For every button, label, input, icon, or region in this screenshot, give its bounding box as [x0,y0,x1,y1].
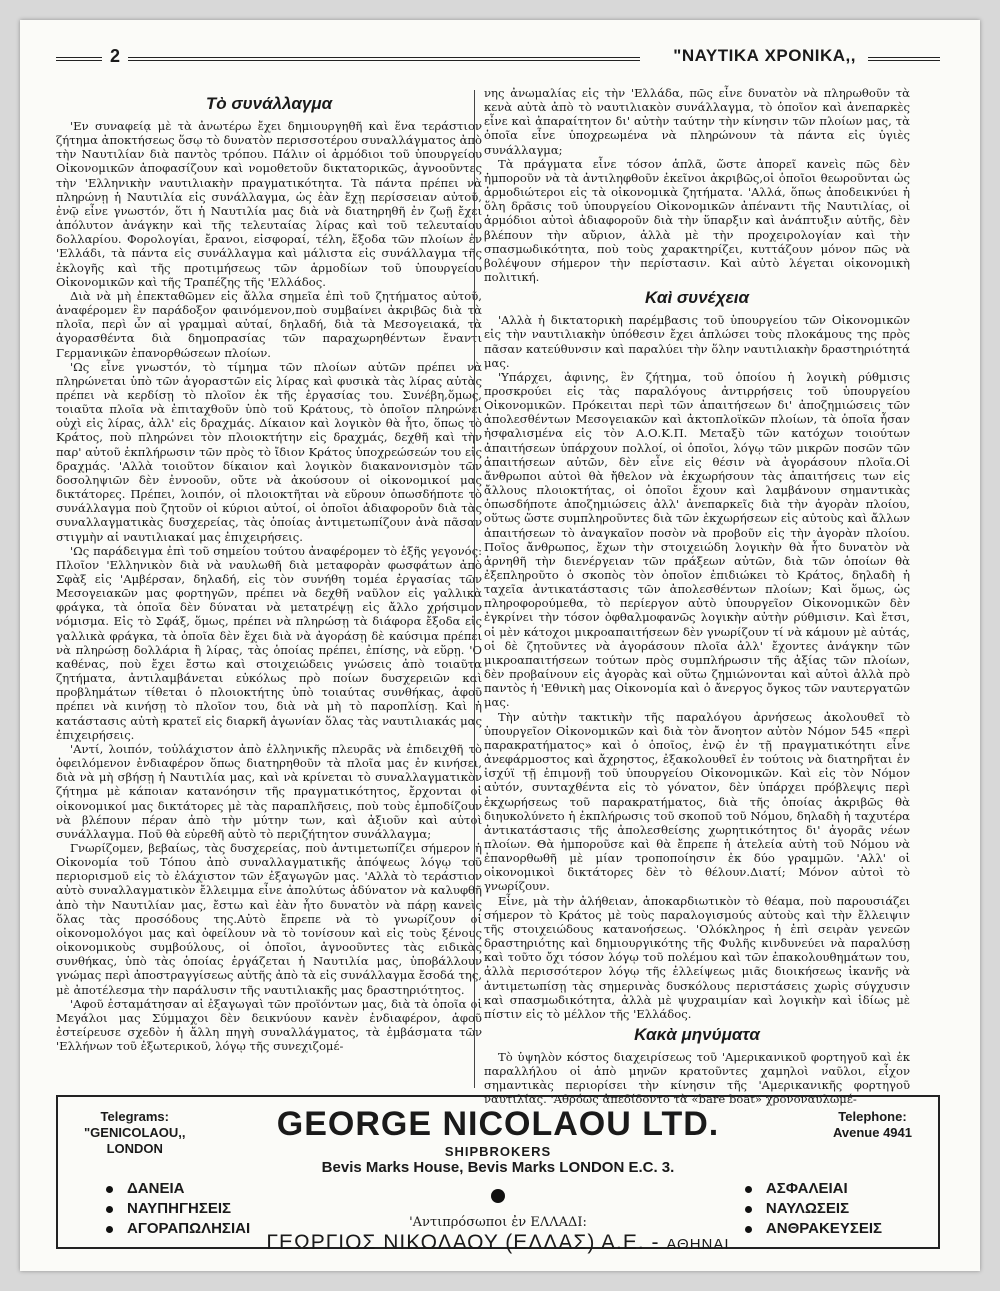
page-number: 2 [110,46,121,66]
paragraph: 'Ως εἶνε γνωστόν, τὸ τίμημα τῶν πλοίων αὐτῶν πρέπει νὰ πληρώνεται ὑπὸ τῶν ἀγοραστῶν εἰς λίρας καὶ φυσικὰ τὰς λίρας αὐτὰς πρέπει νὰ κερδίσῃ τὸ πλοῖον ἐκ τῆς ἐργασίας του. Συνέβη,ὅμως, τοιαῦτα πλοῖα νὰ ἐπιταχθοῦν ὑπὸ τοῦ Κράτους, τὸ ὁποῖον πληρώνει οὐχὶ εἰς λίρας, ἀλλ' εἰς δραχμάς. Δίκαιον καὶ λογικὸν θὰ ἦτο, ὅπως τὸ Κράτος, ποὺ πληρώνει τὸν πλοιοκτήτην εἰς δραχμάς, δεχθῆ καὶ τὴν παρ' αὐτοῦ ἐκπλήρωσιν τῶν πρὸς τὸ ἴδιον Κράτος ὑποχρεώσεών του εἰς δραχμάς. 'Αλλὰ τοιοῦτον δίκαιον καὶ λογικὸν διακανονισμὸν τῶν δοσοληψιῶν δὲν ἐννοοῦν, οὔτε νὰ ἀκούσουν οἱ οἰκονομικοί μας δικτάτορες. Πρέπει, λοιπόν, οἱ πλοιοκτῆται νὰ εὕρουν ὁπωσδήποτε τὸ συνάλλαγμα ποὺ ζητοῦν οἱ κύριοι αὐτοί, οἱ ὁποῖοι ἀδιαφοροῦν διὰ τὰς συναλλαγματικὰς δυσχερείας, τὰς ὁποίας ἀντιμετωπίζουν ἀνὰ πᾶσαν στιγμὴν αἱ ναυτιλιακαί μας ἐπιχειρήσεις. [56,359,482,544]
paragraph: 'Αφοῦ ἐσταμάτησαν αἱ ἐξαγωγαὶ τῶν προϊόντων μας, διὰ τὰ ὁποῖα οἱ Μεγάλοι μας Σύμμαχοι δὲν δεικνύουν κανὲν ἐνδιαφέρον, ἀφοῦ ἐστείρευσε σχεδὸν ἡ ἄλλη πηγὴ συναλλάγματος, τὰ ἐμβάσματα τῶν 'Ελλήνων τοῦ ἐξωτερικοῦ, λόγῳ τῆς συνεχιζομέ- [56,996,482,1054]
paragraph: 'Εν συναφείᾳ μὲ τὰ ἀνωτέρω ἔχει δημιουργηθῆ καὶ ἕνα τεράστιον ζήτημα ἀποκτήσεως ὅσῳ τὸ δυνατὸν περισσοτέρου συναλλάγματος ἀπὸ τὴν Ναυτιλίαν διὰ παντὸς τρόπου. Πάλιν οἱ ἁρμόδιοι τοῦ ὑπουργείου Οἰκονομικῶν ἀποφασίζουν καὶ νομοθετοῦν δικτατορικῶς, ἀγνοοῦντες τὴν 'Ελληνικὴν ναυτιλιακὴν πραγματικότητα. Τὰ πάντα πρέπει νὰ πληρώνῃ ἡ Ναυτιλία εἰς συνάλλαγμα, ὡς ἐὰν ἔχῃ περίσσειαν αὐτοῦ, ἐνῷ εἶνε γνωστόν, ὅτι ἡ Ναυτιλία μας διὰ νὰ διατηρηθῆ ἐν ζωῇ ἔχει ἀπόλυτον ἀνάγκην καὶ τῆς τελευταίας λίρας καὶ τοῦ τελευταίου δολλαρίου. Φορολογίαι, ἔρανοι, εἰσφοραί, τέλη, ἔξοδα τῶν πλοίων ἐν 'Ελλάδι, τὰ πάντα εἰς συνάλλαγμα καὶ μάλιστα εἰς συνάλλαγμα τῆς ἐκλογῆς καὶ τῆς προτιμήσεως τῶν ἁρμοδίων τοῦ ὑπουργείου Οἰκονομικῶν καὶ τῆς Τραπέζης τῆς 'Ελλάδος. [56,119,482,289]
bullet-icon [745,1186,752,1193]
paragraph: 'Αντί, λοιπόν, τοὐλάχιστον ἀπὸ ἑλληνικῆς πλευρᾶς νὰ ἐπιδειχθῆ τὸ ὀφειλόμενον ἐνδιαφέρον ὅπως διατηρηθοῦν τὰ πλοῖα μας ἐν κινήσει, διὰ νὰ μὴ σβήσῃ ἡ Ναυτιλία μας, καὶ νὰ κρίνεται τὸ συναλλαγματικὸν ζήτημα μὲ κάποιαν κατανόησιν τῆς πραγματικότητος, ἔρχονται οἱ οἰκονομικοί μας δικτάτορες μὲ τὰς παραπλῆσεις, ποὺ τοὺς ἐμποδίζουν νὰ βλέπουν πέραν ἀπὸ τὴν μύτην των, καὶ ἀξιοῦν καὶ αὐτοὶ συνάλλαγμα. Ποῦ θὰ εὑρεθῆ αὐτὸ τὸ περιζήτητον συνάλλαγμα; [56,741,482,841]
greek-firm-city: ΑΘΗΝΑΙ [666,1236,730,1253]
bullet-icon [745,1206,752,1213]
header-rule-middle [128,57,640,61]
service-item: ΑΝΘΡΑΚΕΥΣΕΙΣ [745,1219,882,1239]
paragraph: Τὸ ὑψηλὸν κόστος διαχειρίσεως τοῦ 'Αμερικανικοῦ φορτηγοῦ καὶ ἐκ παραλλήλου οἱ ἀπὸ μηνῶν κρατοῦντες χαμηλοὶ ναῦλοι, εἶχον σημαντικὰς περιορίσει τὴν κίνησιν τῆς 'Αμερικανικῆς φορτηγοῦ ναυτιλίας. 'Αθρόως ἀπεδίδοντο τὰ «bare boat» χρονοναυλωμέ- [484,1050,910,1107]
telegrams-city: LONDON [106,1141,163,1156]
column-divider [474,90,475,1088]
telephone-number: Avenue 4941 [832,1125,912,1140]
article-title: Τὸ συνάλλαγμα [205,94,333,113]
left-column [56,86,482,1053]
telegrams-address: "GENICOLAOU,, [84,1125,186,1140]
header-rule-right [868,57,940,61]
service-item: ΝΑΥΠΗΓΗΣΕΙΣ [106,1199,250,1219]
paragraph: 'Υπάρχει, ἀφινης, ἓν ζήτημα, τοῦ ὁποίου ἡ λογικὴ ρύθμισις προσκρούει εἰς τὰς παραλόγους ἀντιρρήσεις τοῦ ὑπουργείου Οἰκονομικῶν. Πρόκειται περὶ τῶν ἀπαιτήσεων δι' ἀποζημιώσεις τῶν ἀπολεσθέντων Μεσογειακῶν καὶ ἀκτοπλοϊκῶν πλοίων, τὰ ὁποῖα ἦσαν ἠσφαλισμένα εἰς τὸν Α.Ο.Κ.Π. Μεταξὺ τῶν κατόχων τοιούτων ἀπαιτήσεων ὑπάρχουν πολλοί, οἱ ὁποῖοι, λόγῳ τῶν μικρῶν ποσῶν τῶν ἀπαιτήσεων αὐτῶν, δὲν εἶνε εἰς θέσιν νὰ ἀγοράσουν πλοῖα.Οἱ ἄνθρωποι αὐτοὶ θὰ ἤθελον νὰ ἐκχωρήσουν τὰς ἀπαιτήσεις των εἰς ἄλλους πλοιοκτήτας, οἱ ὁποῖοι ἔχουν καὶ λαμβάνουν σημαντικὰς ὁπωσδήποτε ἀποζημιώσεις ἀλλ' ἀνεπαρκεῖς διὰ τὴν ἀγορὰν πλοίου, οὕτως ὥστε συμπληροῦντες διὰ τῶν ἐκχωρήσεων εἰς αὐτοὺς καὶ ἄλλων ἀπαιτήσεων τὸ ἀναγκαῖον ποσὸν νὰ προβοῦν εἰς τὴν ἀγορὰν πλοίου. Ποῖος ἄνθρωπος, ἔχων τὴν στοιχειώδη λογικὴν θὰ ἦτο δυνατὸν νὰ ἀρνηθῆ τὴν διενέργειαν τῶν πράξεων αὐτῶν, διὰ τῶν ὁποίων θὰ ἐξεπληροῦτο ὁ σκοπὸς τὸν ὁποῖον ἐπιδιώκει τὸ Κράτος, δηλαδὴ ἡ ταχεῖα ἀντικατάστασις τῶν ἀπολεσθέντων πλοίων; Καὶ ὅμως, ὡς πληροφορούμεθα, τὸ περίεργον αὐτὸ ὑπουργεῖον Οἰκονομικῶν δὲν ἐγκρίνει τὴν τόσον ὀφθαλμοφανῶς λογικὴν αὐτὴν ρύθμισιν. Καὶ ἔτσι, οἱ μὲν κάτοχοι μικροαπαιτήσεων δὲν γνωρίζουν τί νὰ κάμουν μὲ αὐτάς, οἱ δὲ ζητοῦντες νὰ ἀγοράσουν πλοῖα ἀλλ' ἔχοντες ἀνάγκην τῶν μικροαπαιτήσεων τούτων πρὸς συμπλήρωσιν τῆς ἀξίας τῶν πλοίων, δὲν προβαίνουν εἰς ἀγορὰς καὶ οὕτω ζημιώνονται καὶ αὐτοὶ ἀλλὰ πρὸ παντὸς ἡ 'Εθνικὴ μας Οἰκονομία καὶ ὁ ἄνεργος ὄγκος τῶν ναυτεργατῶν μας. [484,369,910,710]
greek-firm-name: ΓΕΩΡΓΙΟΣ ΝΙΚΟΛΑΟΥ (ΕΛΛΑΣ) Α.Ε. - [266,1231,660,1254]
paragraph: 'Αλλὰ ἡ δικτατορικὴ παρέμβασις τοῦ ὑπουργείου τῶν Οἰκονομικῶν εἰς τὴν ναυτιλιακὴν ὑπόθεσιν ἔχει ἁπλώσει τοὺς πλοκάμους της πρὸς πᾶσαν κατεύθυνσιν καὶ παραλύει τὴν ὅλην ναυτιλιακὴν δραστηριότητά μας. [484,313,910,370]
paragraph: Τὰ πράγματα εἶνε τόσον ἁπλᾶ, ὥστε ἀπορεῖ κανεὶς πῶς δὲν ἠμποροῦν νὰ τὰ ἀντιληφθοῦν ἐκεῖνοι ἀκριβῶς,οἱ ὁποῖοι θεωροῦνται ὡς ἁρμοδιώτεροι εἰς τὰ οἰκονομικὰ ζητήματα. 'Αλλά, ὅπως ἀποδεικνύει ἡ ὅλη δρᾶσις τοῦ ὑπουργείου Οἰκονομικῶν ἀπέναντι τῆς Ναυτιλίας, οἱ ἁρμόδιοι αὐτοὶ ἀδιαφοροῦν διὰ τὴν ὕπαρξιν καὶ ἀνάπτυξιν αὐτῆς, δὲν βλέπουν τὴν αὔριον, ἀλλὰ μὲ τὴν προχειρολογίαν καὶ τὴν σπασμωδικότητα, ποὺ τοὺς χαρακτηρίζει, κυττάζουν μόνον πῶς νὰ βολέψουν σήμερον τὴν περίστασιν. Καὶ αὐτὸ λέγεται οἰκονομικὴ πολιτική. [484,156,910,285]
telegrams-label: Telegrams: [100,1109,169,1124]
paragraph: νης ἀνωμαλίας εἰς τὴν 'Ελλάδα, πῶς εἶνε δυνατὸν νὰ πληρωθοῦν τὰ κενὰ αὐτὰ ἀπὸ τὸ ναυτιλιακὸν συνάλλαγμα, τὸ ὁποῖον καὶ ἀνεπαρκὲς εἶνε καὶ ἀπαραίτητον δι' αὐτὴν ταύτην τὴν κίνησιν τῶν πλοίων μας, τὰ ὁποῖα εἶνε ὑποχρεωμένα νὰ πληρώνουν τὰ πάντα εἰς ὑγιὲς συνάλλαγμα; [484,86,910,157]
bullet-icon [106,1206,113,1213]
masthead: "ΝΑΥΤΙΚΑ ΧΡΟΝΙΚΑ,, [673,46,856,65]
bullet-icon [106,1186,113,1193]
center-dot-icon [491,1189,505,1203]
paragraph: Τὴν αὐτὴν τακτικὴν τῆς παραλόγου ἀρνήσεως ἀκολουθεῖ τὸ ὑπουργεῖον Οἰκονομικῶν καὶ διὰ τὸν ἄνοητον αὐτὸν Νόμον 545 «περὶ παρακρατήματος» καὶ ὁ ὁποῖος, ἐνῷ ἐν τῇ πραγματικότητι εἶνε ἀνεφάρμοστος καὶ ἄχρηστος, ἐξακολουθεῖ ἐν τούτοις νὰ διατηρῆται ἐν ἰσχύϊ τῇ ἐπιμονῇ τοῦ ὑπουργείου Οἰκονομικῶν. Καὶ εἰς τὸν Νόμον αὐτόν, συνταχθέντα εἰς τὸ γόνατον, δὲν ὑπάρχει πρόβλεψις περὶ ἐκχωρήσεως τοῦ παρακρατήματος, διὰ τῆς ὁποίας ἀκριβῶς θὰ διηυκολύνετο ἡ ἐκπλήρωσις τοῦ σκοποῦ τοῦ Νόμου, δηλαδὴ ἡ ταχυτέρα ἀντικατάστασις τῆς ἀπολεσθείσης χωρητικότητος δι' ἀγορᾶς νέων πλοίων. Θὰ ἠμποροῦσε καὶ θὰ ἔπρεπε ἡ ἀτελεία αὐτὴ τοῦ Νόμου νὰ ἐπανορθωθῆ μὲ μίαν τροποποίησιν ἐκ δύο γραμμῶν. 'Αλλ' οἱ οἰκονομικοὶ δικτάτορες δὲν τὸ θέλουν.Διατί; Μόνον αὐτοὶ τὸ γνωρίζουν. [484,709,910,894]
paragraph: Διὰ νὰ μὴ ἐπεκταθῶμεν εἰς ἄλλα σημεῖα ἐπὶ τοῦ ζητήματος αὐτοῦ, ἀναφέρομεν ἓν παράδοξον φαινόμενον,ποὺ συμβαίνει ἀκριβῶς διὰ τὰ πλοῖα, περὶ ὧν αἱ γραμμαὶ αὐταί, δηλαδή, διὰ τὰ Μεσογειακά, τὰ ἀγορασθέντα διὰ δημοπρασίας τῶν παραχωρηθέντων ἔναντι Γερμανικῶν ἐπανορθώσεων πλοίων. [56,288,482,360]
section-continuation-text [484,313,910,1021]
header-rule-left [56,57,102,61]
paragraph: Εἶνε, μὰ τὴν ἀλήθειαν, ἀποκαρδιωτικὸν τὸ θέαμα, ποὺ παρουσιάζει σήμερον τὸ Κράτος μὲ τοὺς παραλογισμούς αὐτοὺς καὶ τὴν ἔλλειψιν τῆς στοιχειώδους κατανοήσεως. 'Ολόκληρος ἡ ἐπὶ σειρὰν γενεῶν δραστηριότης καὶ δημιουργικότης τῆς Φυλῆς κινδυνεύει νὰ παραλύσῃ καὶ τοῦτο ὄχι τόσον λόγῳ τοῦ πολέμου καὶ τῶν ἐπακολουθημάτων του, ἀλλὰ περισσότερον λόγῳ τῆς ἐλλείψεως μιᾶς διοικήσεως ἱκανῆς νὰ ἀντιμετωπίσῃ τὰς σημερινὰς δυσκόλους περιστάσεις χωρὶς σύγχυσιν καὶ σπασμωδικότητα, ἀλλὰ μὲ ψυχραιμίαν καὶ λογικὴν καὶ ἰδίως μὲ πίστιν εἰς τὸ μέλλον τῆς 'Ελλάδος. [484,893,910,1021]
telephone-label: Telephone: [838,1109,907,1124]
service-item: ΔΑΝΕΙΑ [106,1179,250,1199]
page-header [56,48,940,70]
firm-type: SHIPBROKERS [444,1144,552,1159]
services-right-list [745,1179,882,1239]
telephone-block [833,1109,912,1141]
section-title-continuation: Καὶ συνέχεια [644,288,750,308]
greek-representative [58,1231,938,1257]
section-title-bad-news: Κακὰ μηνύματα [634,1025,760,1044]
firm-name: GEORGE NICOLAOU LTD. [276,1105,720,1143]
right-column [484,86,910,1107]
service-item: ΑΓΟΡΑΠΩΛΗΣΙΑΙ [106,1219,250,1239]
paragraph: Γνωρίζομεν, βεβαίως, τὰς δυσχερείας, ποὺ ἀντιμετωπίζει σήμερον ἡ Οἰκονομία τοῦ Τόπου ἀπὸ συναλλαγματικῆς ἀπόψεως λόγῳ τοῦ περιορισμοῦ εἰς τὸ ἐλάχιστον τῶν ἐξαγωγῶν μας. 'Αλλὰ τὸ τεράστιον αὐτὸ συναλλαγματικὸν ἔλλειμμα εἶνε ἀπολύτως ἀδύνατον νὰ καλυφθῆ ἀπὸ τὴν Ναυτιλίαν μας, ἔστω καὶ ἐὰν ἦτο δυνατὸν νὰ πάρῃ κανεὶς ὅλας τὰς προσόδους της.Αὐτὸ ἔπρεπε νὰ τὸ γνωρίζουν οἱ οἰκονομολόγοι μας καὶ ὀφείλουν νὰ τὸ τονίσουν καὶ εἰς τοὺς ξένους οἰκονομικοὺς συμβούλους, οἱ ὁποῖοι, ἀγνοοῦντες τὰς ειδικὰς συνθήκας, ὑπὸ τὰς ὁποίας ἐργάζεται ἡ Ναυτιλία μας, ὑποβάλλουν γνώμας περὶ ἀποστραγγίσεως αὐτῆς ἀπὸ τὰ εἰς συνάλλαγμα ἔσοδά της, μὲ ἀποτέλεσμα τὴν παράλυσιν τῆς ναυτιλιακῆς μας δραστηριότητος. [56,840,482,997]
services-left-list [106,1179,250,1239]
firm-address: Bevis Marks House, Bevis Marks LONDON E.C. 3. [321,1159,675,1176]
advertisement-box [56,1095,940,1254]
right-intro-text [484,86,910,284]
service-item: ΝΑΥΛΩΣΕΙΣ [745,1199,882,1219]
newspaper-page [20,20,980,1271]
representatives-label: 'Αντιπρόσωποι ἐν ΕΛΛΑΔΙ: [409,1215,587,1230]
service-item: ΑΣΦΑΛΕΙΑΙ [745,1179,882,1199]
paragraph: 'Ως παράδειγμα ἐπὶ τοῦ σημείου τούτου ἀναφέρομεν τὸ ἑξῆς γεγονός: Πλοῖον 'Ελληνικὸν διὰ νὰ ναυλωθῆ διὰ μεταφορὰν φωσφάτων ἀπὸ Σφὰξ εἰς 'Αμβέρσαν, δηλαδή, εἰς τὸν συνήθη τομέα ἐργασίας τῶν Μεσογειακῶν μας φορτηγῶν, πρέπει νὰ δεχθῆ ναῦλον εἰς γαλλικὰ φράγκα, τὰ ὁποῖα δὲν δύναται νὰ μετατρέψῃ εἰς ἄλλο χρήσιμον νόμισμα. Εἰς τὸ Σφάξ, ὅμως, πρέπει νὰ πληρώσῃ τὰ διάφορα ἔξοδα εἰς γαλλικὰ φράγκα, τὰ ὁποῖα δὲν ἔχει διὰ νὰ ἀγοράσῃ δὲ καύσιμα πρέπει νὰ πληρώσῃ δολλάρια ἢ λίρας, τὰς ὁποίας πρέπει, ἐπίσης, νὰ εὕρῃ. 'Ο καθένας, ποὺ ἔχει ἔστω καὶ στοιχειώδεις γνώσεις ἀπὸ τοιαῦτα ζητήματα, ἀντιλαμβάνεται εὐκόλως πρὸ ποίων δυσχερειῶν καὶ προβλημάτων τίθεται ὁ πλοιοκτήτης ὑπὸ τοιαύτας συνθήκας, ἀφοῦ πρέπει νὰ κινήσῃ τὸ πλοῖον του, διὰ νὰ μὴ τὸ παροπλίσῃ. Καὶ ἡ κατάστασις αὐτὴ κρατεῖ εἰς διαρκῆ ἀγωνίαν ὅλας τὰς ναυτιλιακάς μας ἐπιχειρήσεις. [56,543,482,742]
